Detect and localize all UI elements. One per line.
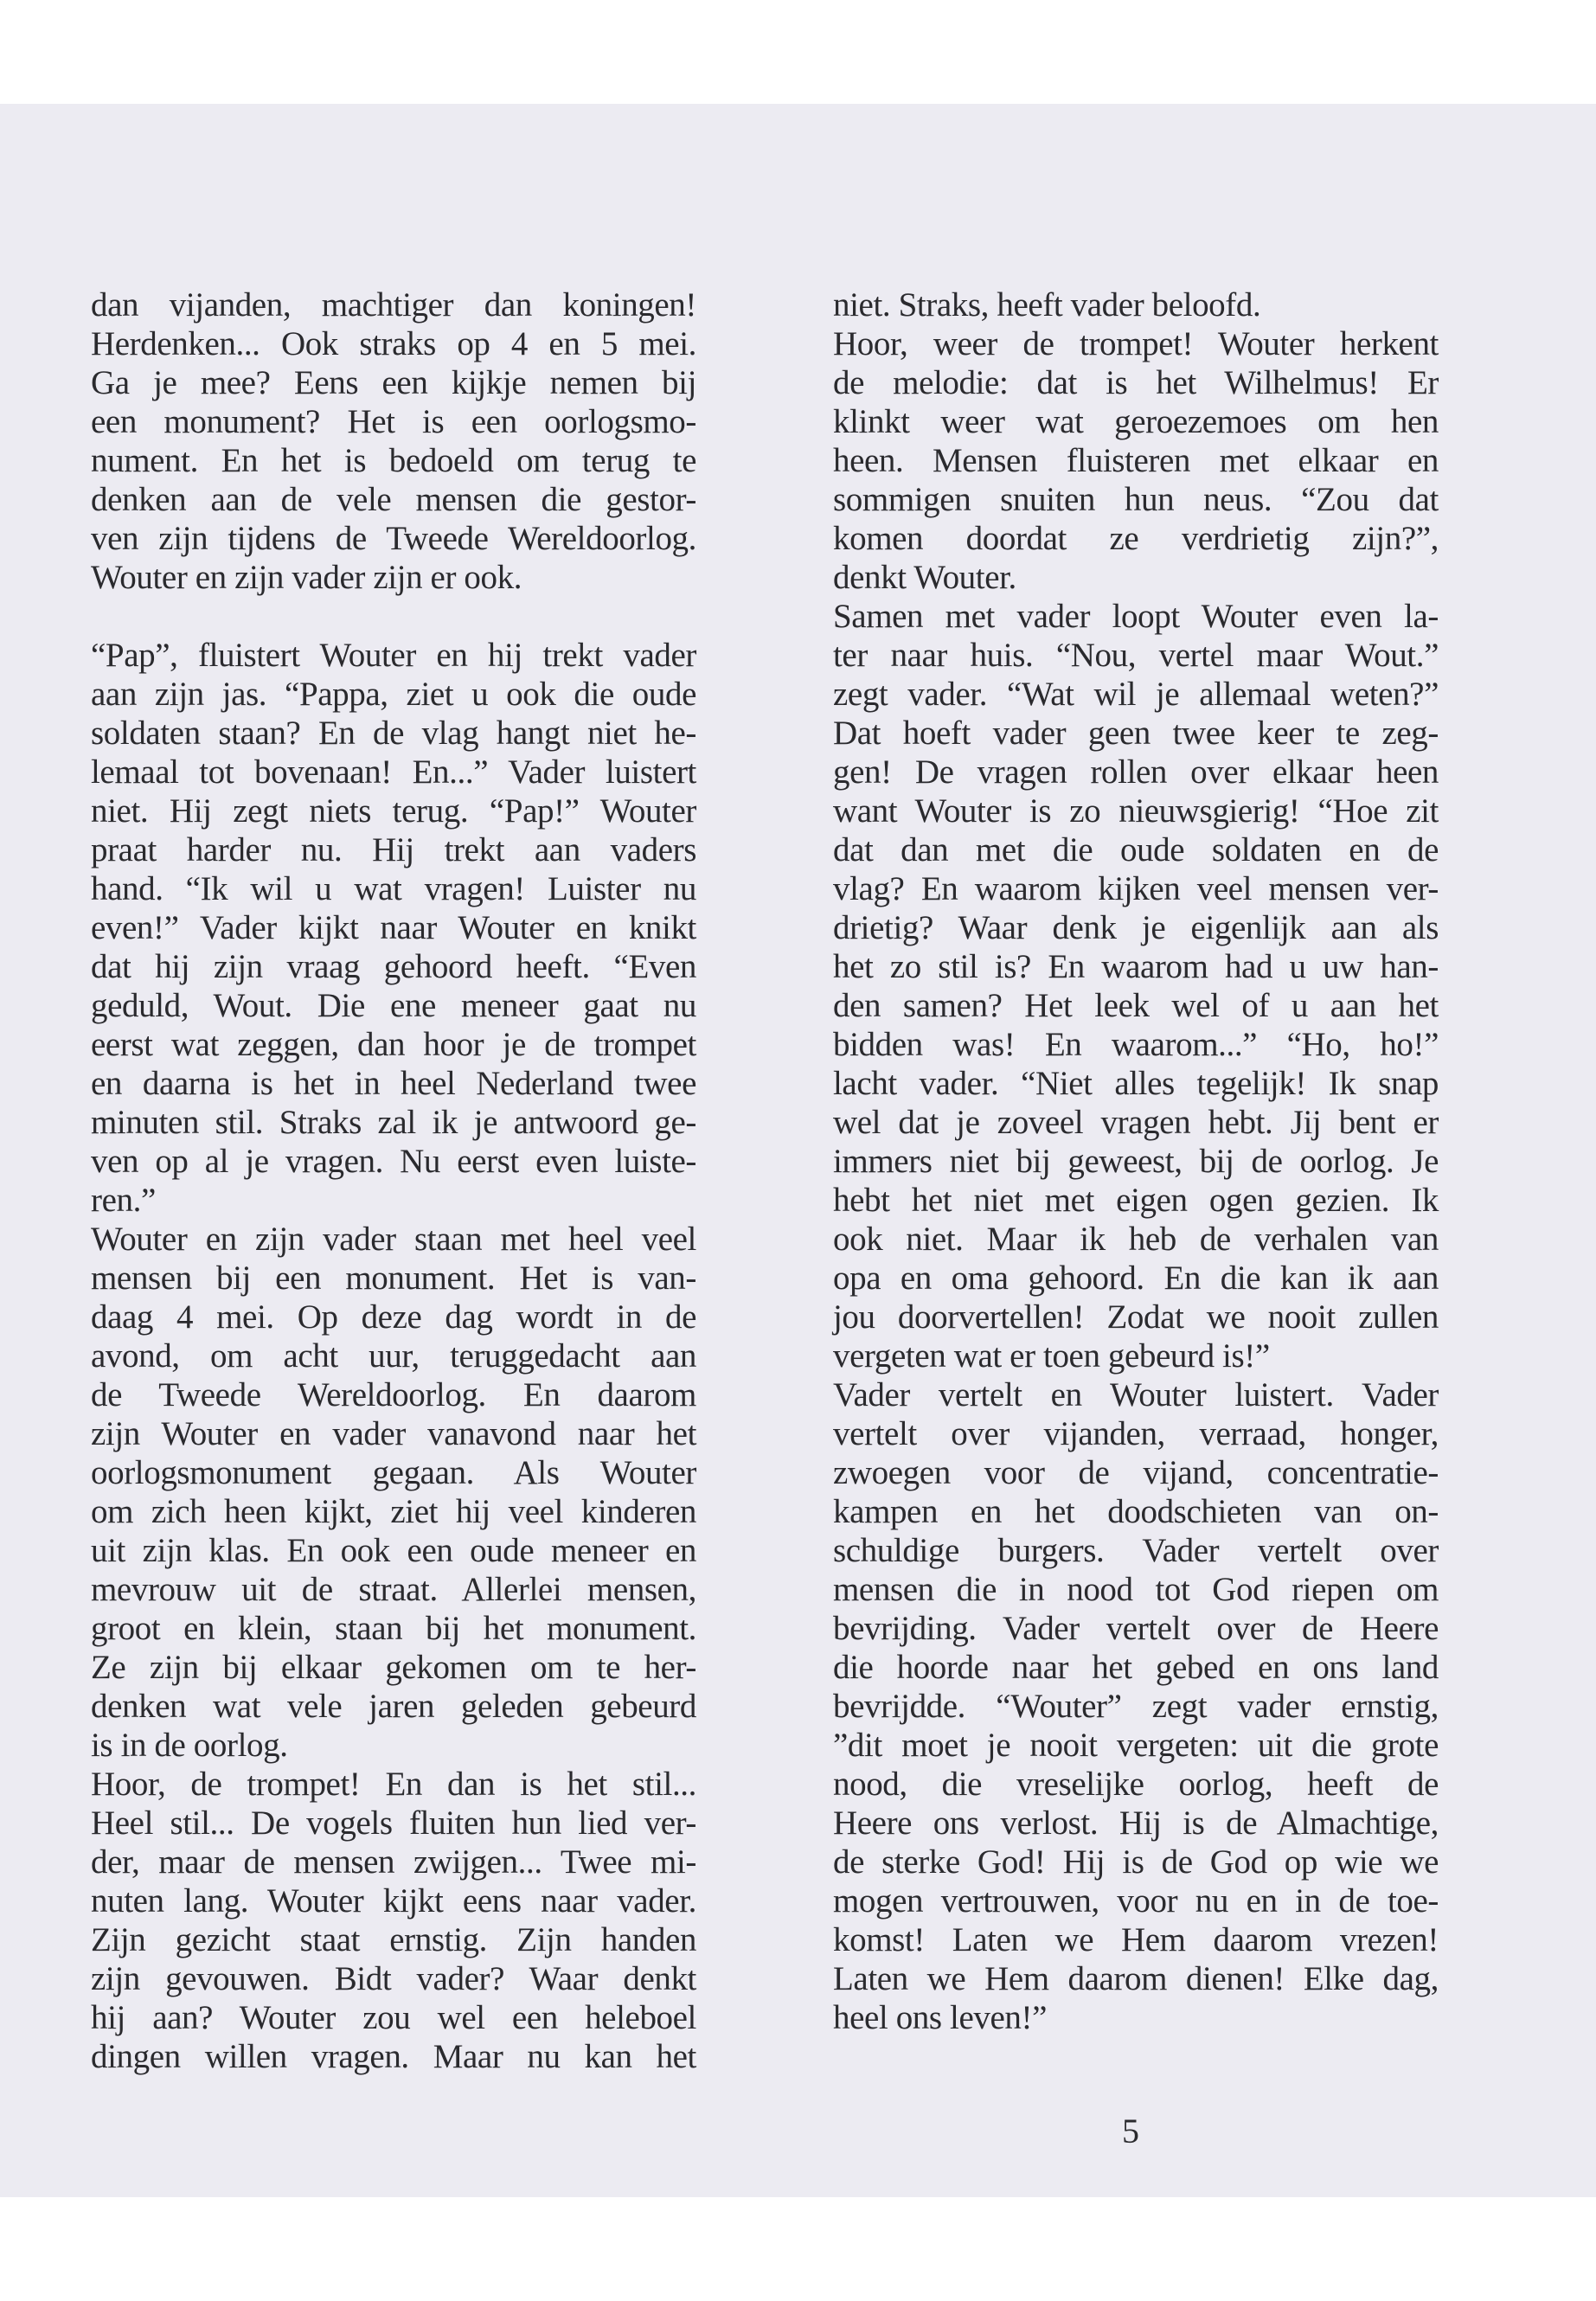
text-line: lemaal tot bovenaan! En...” Vader luistert bbox=[91, 753, 696, 791]
text-line: niet. Hij zegt niets terug. “Pap!” Wouter bbox=[91, 792, 696, 830]
text-line: eerst wat zeggen, dan hoor je de trompet bbox=[91, 1026, 696, 1063]
text-line: lacht vader. “Niet alles tegelijk! Ik snap bbox=[833, 1065, 1439, 1102]
text-line: want Wouter is zo nieuwsgierig! “Hoe zit bbox=[833, 792, 1439, 830]
text-line: minuten stil. Straks zal ik je antwoord ge- bbox=[91, 1104, 696, 1141]
text-line: aan zijn jas. “Pappa, ziet u ook die oude bbox=[91, 676, 696, 713]
text-line: Heel stil... De vogels fluiten hun lied ver- bbox=[91, 1804, 696, 1842]
text-line: vergeten wat er toen gebeurd is!” bbox=[833, 1337, 1270, 1375]
text-line: klinkt weer wat geroezemoes om hen bbox=[833, 403, 1439, 440]
text-line: zijn Wouter en vader vanavond naar het bbox=[91, 1415, 696, 1452]
text-line: vertelt over vijanden, verraad, honger, bbox=[833, 1415, 1439, 1452]
text-line: geduld, Wout. Die ene meneer gaat nu bbox=[91, 987, 696, 1024]
text-line: schuldige burgers. Vader vertelt over bbox=[833, 1532, 1439, 1569]
text-line: de Tweede Wereldoorlog. En daarom bbox=[91, 1376, 696, 1413]
text-line: ”dit moet je nooit vergeten: uit die grote bbox=[833, 1727, 1439, 1764]
text-line: om zich heen kijkt, ziet hij veel kinderen bbox=[91, 1493, 696, 1530]
paragraph bbox=[91, 1220, 696, 1765]
page-number: 5 bbox=[1122, 2112, 1139, 2150]
text-line: ter naar huis. “Nou, vertel maar Wout.” bbox=[833, 637, 1439, 674]
text-line: groot en klein, staan bij het monument. bbox=[91, 1610, 696, 1647]
text-line: hij aan? Wouter zou wel een heleboel bbox=[91, 1999, 696, 2036]
text-line: nument. En het is bedoeld om terug te bbox=[91, 442, 696, 479]
text-line: de melodie: dat is het Wilhelmus! Er bbox=[833, 364, 1439, 401]
text-line: ook niet. Maar ik heb de verhalen van bbox=[833, 1221, 1439, 1258]
text-line: dat dan met die oude soldaten en de bbox=[833, 831, 1439, 868]
text-line: Hoor, weer de trompet! Wouter herkent bbox=[833, 325, 1439, 362]
text-line: opa en oma gehoord. En die kan ik aan bbox=[833, 1259, 1439, 1297]
text-line: Vader vertelt en Wouter luistert. Vader bbox=[833, 1376, 1439, 1413]
text-line: wel dat je zoveel vragen hebt. Jij bent er bbox=[833, 1104, 1439, 1141]
text-line: praat harder nu. Hij trekt aan vaders bbox=[91, 831, 696, 868]
text-line: soldaten staan? En de vlag hangt niet he- bbox=[91, 715, 696, 752]
text-line: bevrijdde. “Wouter” zegt vader ernstig, bbox=[833, 1688, 1439, 1725]
paragraph bbox=[833, 1375, 1439, 2037]
text-line: even!” Vader kijkt naar Wouter en knikt bbox=[91, 909, 696, 946]
text-line: immers niet bij geweest, bij de oorlog. Je bbox=[833, 1143, 1439, 1180]
text-line: Wouter en zijn vader staan met heel veel bbox=[91, 1221, 696, 1258]
text-line: ven zijn tijdens de Tweede Wereldoorlog. bbox=[91, 520, 696, 557]
text-line: dat hij zijn vraag gehoord heeft. “Even bbox=[91, 948, 696, 985]
paragraph bbox=[833, 324, 1439, 597]
text-line: bidden was! En waarom...” “Ho, ho!” bbox=[833, 1026, 1439, 1063]
text-line: Wouter en zijn vader zijn er ook. bbox=[91, 559, 522, 596]
text-line: dingen willen vragen. Maar nu kan het bbox=[91, 2038, 696, 2075]
text-line: vlag? En waarom kijken veel mensen ver- bbox=[833, 870, 1439, 907]
text-line: uit zijn klas. En ook een oude meneer en bbox=[91, 1532, 696, 1569]
text-line: mensen die in nood tot God riepen om bbox=[833, 1571, 1439, 1608]
text-line: denken wat vele jaren geleden gebeurd bbox=[91, 1688, 696, 1725]
text-line: ven op al je vragen. Nu eerst even luiste- bbox=[91, 1143, 696, 1180]
text-line: mensen bij een monument. Het is van- bbox=[91, 1259, 696, 1297]
text-line: drietig? Waar denk je eigenlijk aan als bbox=[833, 909, 1439, 946]
paragraph bbox=[91, 285, 696, 597]
text-line: en daarna is het in heel Nederland twee bbox=[91, 1065, 696, 1102]
paragraph bbox=[91, 1765, 696, 2076]
text-line: heen. Mensen fluisteren met elkaar en bbox=[833, 442, 1439, 479]
text-line: Ga je mee? Eens een kijkje nemen bij bbox=[91, 364, 696, 401]
paragraph bbox=[833, 597, 1439, 1375]
text-line: oorlogsmonument gegaan. Als Wouter bbox=[91, 1454, 696, 1491]
text-line: Laten we Hem daarom dienen! Elke dag, bbox=[833, 1960, 1439, 1997]
text-line: daag 4 mei. Op deze dag wordt in de bbox=[91, 1298, 696, 1336]
text-line: Samen met vader loopt Wouter even la- bbox=[833, 598, 1439, 635]
text-line: is in de oorlog. bbox=[91, 1727, 288, 1764]
text-line: een monument? Het is een oorlogsmo- bbox=[91, 403, 696, 440]
text-line: zwoegen voor de vijand, concentratie- bbox=[833, 1454, 1439, 1491]
text-line: kampen en het doodschieten van on- bbox=[833, 1493, 1439, 1530]
text-line: “Pap”, fluistert Wouter en hij trekt vader bbox=[91, 637, 696, 674]
text-line: die hoorde naar het gebed en ons land bbox=[833, 1649, 1439, 1686]
text-line: ren.” bbox=[91, 1182, 156, 1219]
right-text-column bbox=[833, 285, 1439, 2037]
text-line: nood, die vreselijke oorlog, heeft de bbox=[833, 1766, 1439, 1803]
text-line: Hoor, de trompet! En dan is het stil... bbox=[91, 1766, 696, 1803]
left-text-column bbox=[91, 285, 696, 2076]
text-line: het zo stil is? En waarom had u uw han- bbox=[833, 948, 1439, 985]
text-line: Heere ons verlost. Hij is de Almachtige, bbox=[833, 1804, 1439, 1842]
text-line: komst! Laten we Hem daarom vrezen! bbox=[833, 1921, 1439, 1958]
text-line: Dat hoeft vader geen twee keer te zeg- bbox=[833, 715, 1439, 752]
text-line: dan vijanden, machtiger dan koningen! bbox=[91, 286, 696, 324]
text-line: denkt Wouter. bbox=[833, 559, 1016, 596]
text-line: nuten lang. Wouter kijkt eens naar vader. bbox=[91, 1882, 696, 1920]
text-line: zegt vader. “Wat wil je allemaal weten?” bbox=[833, 676, 1439, 713]
text-line: komen doordat ze verdrietig zijn?”, bbox=[833, 520, 1439, 557]
text-line: de sterke God! Hij is de God op wie we bbox=[833, 1843, 1439, 1881]
text-line: hand. “Ik wil u wat vragen! Luister nu bbox=[91, 870, 696, 907]
text-line: mevrouw uit de straat. Allerlei mensen, bbox=[91, 1571, 696, 1608]
text-line: niet. Straks, heeft vader beloofd. bbox=[833, 286, 1261, 324]
paragraph bbox=[833, 285, 1439, 324]
text-line: sommigen snuiten hun neus. “Zou dat bbox=[833, 481, 1439, 518]
text-line: Ze zijn bij elkaar gekomen om te her- bbox=[91, 1649, 696, 1686]
text-line: der, maar de mensen zwijgen... Twee mi- bbox=[91, 1843, 696, 1881]
text-line: gen! De vragen rollen over elkaar heen bbox=[833, 753, 1439, 791]
text-line: den samen? Het leek wel of u aan het bbox=[833, 987, 1439, 1024]
text-line: avond, om acht uur, teruggedacht aan bbox=[91, 1337, 696, 1375]
text-line: hebt het niet met eigen ogen gezien. Ik bbox=[833, 1182, 1439, 1219]
text-line: heel ons leven!” bbox=[833, 1999, 1047, 2036]
text-line: mogen vertrouwen, voor nu en in de toe- bbox=[833, 1882, 1439, 1920]
text-line: denken aan de vele mensen die gestor- bbox=[91, 481, 696, 518]
text-line: jou doorvertellen! Zodat we nooit zullen bbox=[833, 1298, 1439, 1336]
paragraph bbox=[91, 636, 696, 1220]
text-line: zijn gevouwen. Bidt vader? Waar denkt bbox=[91, 1960, 696, 1997]
text-line: Zijn gezicht staat ernstig. Zijn handen bbox=[91, 1921, 696, 1958]
text-line: Herdenken... Ook straks op 4 en 5 mei. bbox=[91, 325, 696, 362]
text-line: bevrijding. Vader vertelt over de Heere bbox=[833, 1610, 1439, 1647]
